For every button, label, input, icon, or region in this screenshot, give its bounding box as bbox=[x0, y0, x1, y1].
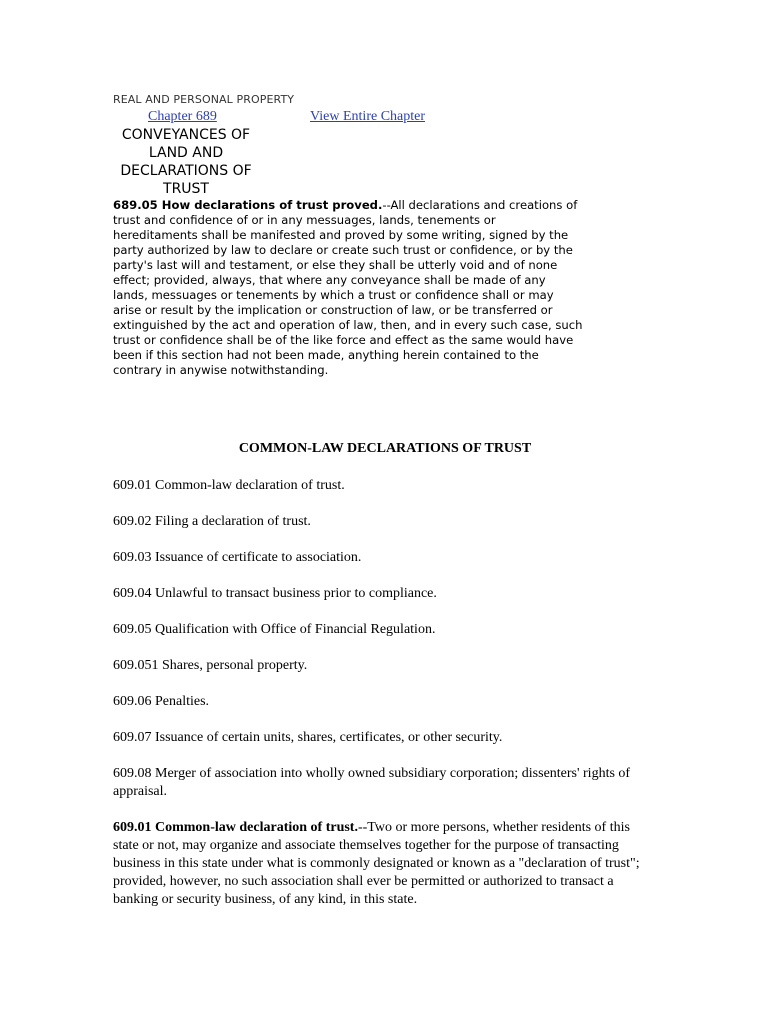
section-heading: 609.01 Common-law declaration of trust. bbox=[113, 820, 358, 835]
chapter-link[interactable]: Chapter 689 bbox=[148, 109, 217, 124]
section-heading: 689.05 How declarations of trust proved. bbox=[113, 198, 383, 212]
toc-item: 609.04 Unlawful to transact business prior to compliance. bbox=[113, 586, 437, 601]
part-heading: COMMON-LAW DECLARATIONS OF TRUST bbox=[238, 441, 532, 456]
section-689-05 bbox=[113, 198, 583, 378]
toc-item: 609.01 Common-law declaration of trust. bbox=[113, 478, 345, 493]
toc-item: 609.02 Filing a declaration of trust. bbox=[113, 514, 311, 529]
view-entire-chapter-link[interactable]: View Entire Chapter bbox=[310, 109, 426, 124]
category-label: REAL AND PERSONAL PROPERTY bbox=[113, 93, 295, 106]
toc-item: 609.051 Shares, personal property. bbox=[113, 658, 308, 673]
toc-item: 609.03 Issuance of certificate to association. bbox=[113, 550, 362, 565]
section-609-01 bbox=[113, 819, 658, 909]
table-of-contents bbox=[113, 477, 658, 819]
toc-item: 609.07 Issuance of certain units, shares, certificates, or other security. bbox=[113, 730, 503, 745]
toc-item: 609.05 Qualification with Office of Financial Regulation. bbox=[113, 622, 436, 637]
toc-item: 609.06 Penalties. bbox=[113, 694, 210, 709]
section-body: --Two or more persons, whether residents of this state or not, may organize and associate themselves together for the purpose of transacting business in this state under what is commonly designated or known as a "declaration of trust"; provided, however, no such association shall ever be permitted or authorized to transact a banking or security business, of any kind, in this state. bbox=[113, 820, 640, 907]
section-body: --All declarations and creations of trust and confidence of or in any messuages, lands, tenements or hereditaments shall be manifested and proved by some writing, signed by the party authorized by law to declare or create such trust or confidence, or by the party's last will and testament, or else they shall be utterly void and of none effect; provided, always, that where any conveyance shall be made of any lands, messuages or tenements by which a trust or confidence shall or may arise or result by the implication or construction of law, or be transferred or extinguished by the act and operation of law, then, and in every such case, such trust or confidence shall be of the like force and effect as the same would have been if this section had not been made, anything herein contained to the contrary in anywise notwithstanding. bbox=[113, 198, 583, 377]
toc-item: 609.08 Merger of association into wholly owned subsidiary corporation; dissenters' rights of appraisal. bbox=[113, 766, 631, 799]
chapter-title: CONVEYANCES OF LAND AND DECLARATIONS OF TRUST bbox=[120, 127, 252, 197]
